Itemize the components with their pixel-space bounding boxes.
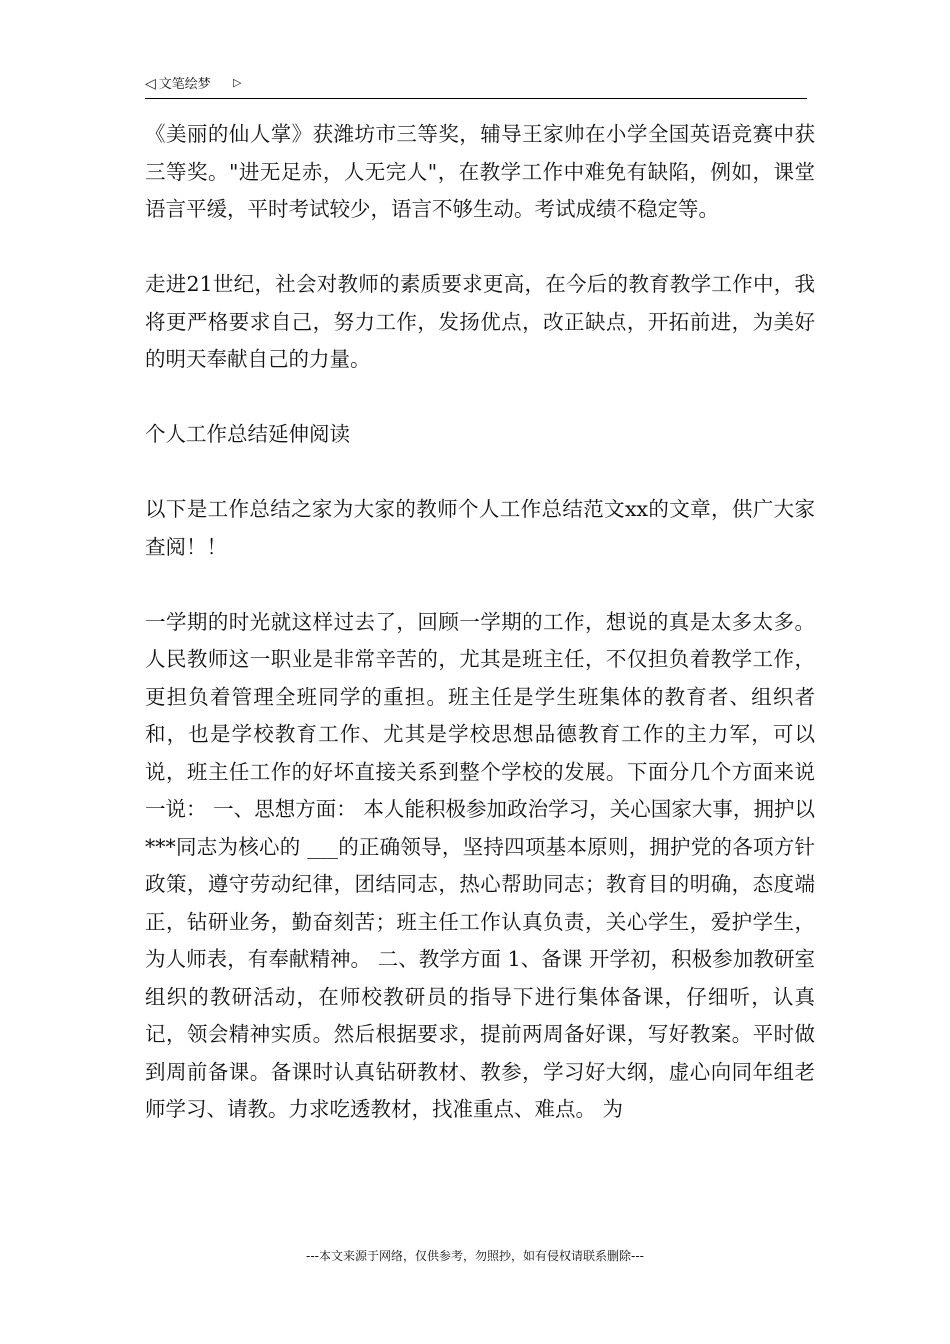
paragraph-achievements: 《美丽的仙人掌》获潍坊市三等奖，辅导王家帅在小学全国英语竞赛中获三等奖。"进无足赤，人无完人"，在教学工作中难免有缺陷，例如，课堂语言平缓，平时考试较少，语言不够生动。考试成绩不稳定等。 <box>145 122 815 221</box>
footer-notice: ---本文来源于网络，仅供参考，勿照抄，如有侵权请联系删除--- <box>306 1249 644 1263</box>
paragraph-intro: 以下是工作总结之家为大家的教师个人工作总结范文xx的文章，供广大家查阅！！ <box>145 497 815 559</box>
triangle-left-icon: ◁ <box>145 76 156 92</box>
triangle-right-icon: ▷ <box>233 76 242 89</box>
section-heading: 个人工作总结延伸阅读 <box>145 422 350 446</box>
page-header <box>145 74 807 99</box>
paragraph-21st-century: 走进21世纪，社会对教师的素质要求更高，在今后的教育教学工作中，我将更严格要求自己，努力工作，发扬优点，改正缺点，开拓前进，为美好的明天奉献自己的力量。 <box>145 272 815 371</box>
header-brand <box>145 74 211 95</box>
document-body <box>145 116 815 1129</box>
header-title: 文笔绘梦 <box>158 77 211 92</box>
paragraph-semester-summary: 一学期的时光就这样过去了，回顾一学期的工作，想说的真是太多太多。人民教师这一职业是非常辛苦的，尤其是班主任，不仅担负着教学工作，更担负着管理全班同学的重担。班主任是学生班集体的教育者、组织者和，也是学校教育工作、尤其是学校思想品德教育工作的主力军，可以说，班主任工作的好坏直接关系到整个学校的发展。下面分几个方面来说一说： 一、思想方面： 本人能积极参加政治学习，关心国家大事，拥护以***同志为核心的 ___的正确领导，坚持四项基本原则，拥护党的各项方针政策，遵守劳动纪律，团结同志，热心帮助同志；教育目的明确，态度端正，钻研业务，勤奋刻苦；班主任工作认真负责，关心学生，爱护学生，为人师表，有奉献精神。 二、教学方面 1、备课 开学初，积极参加教研室组织的教研活动，在师校教研员的指导下进行集体备课，仔细听，认真记，领会精神实质。然后根据要求，提前两周备好课，写好教案。平时做到周前备课。备课时认真钻研教材、教参，学习好大纲，虚心向同年组老师学习、请教。力求吃透教材，找准重点、难点。 为 <box>145 609 815 1121</box>
